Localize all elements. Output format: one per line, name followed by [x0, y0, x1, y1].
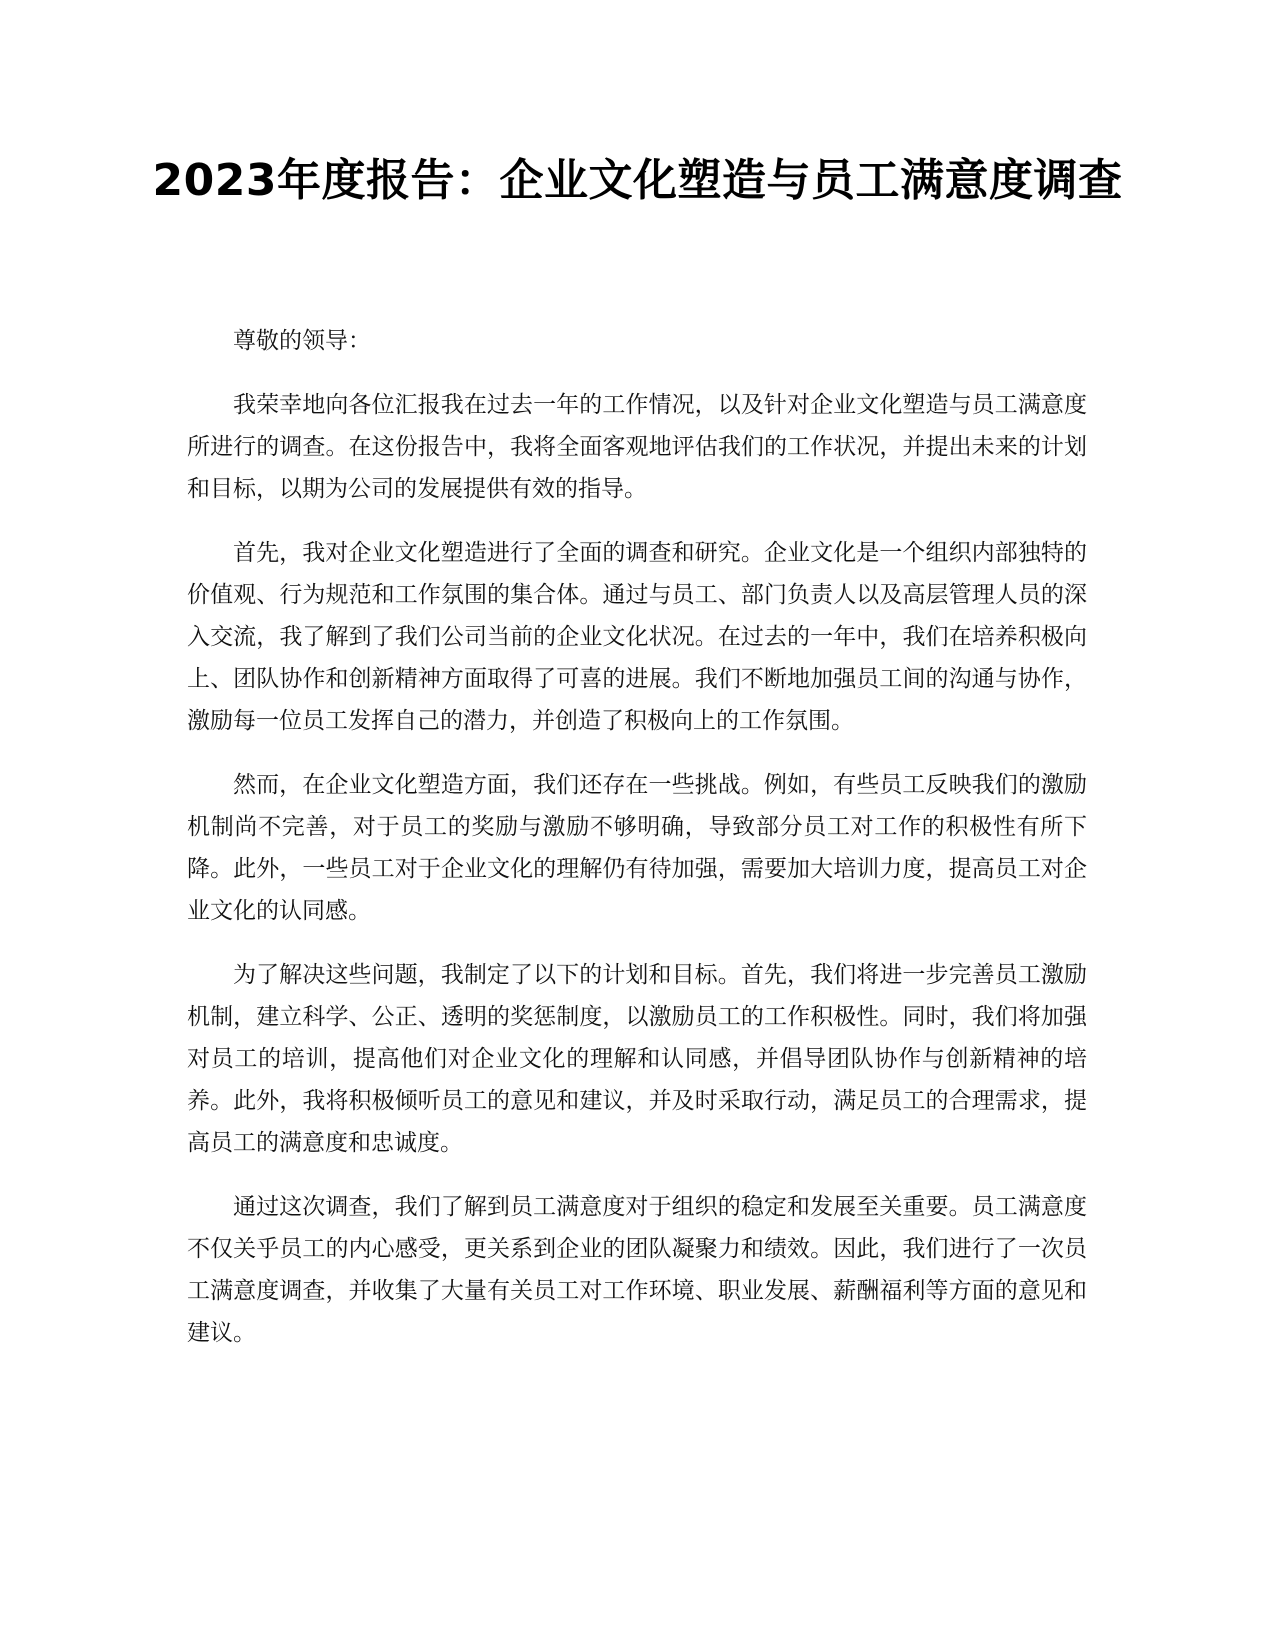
paragraph-culture-survey: 首先，我对企业文化塑造进行了全面的调查和研究。企业文化是一个组织内部独特的价值观、行为规范和工作氛围的集合体。通过与员工、部门负责人以及高层管理人员的深入交流，我了解到了我们公司当前的企业文化状况。在过去的一年中，我们在培养积极向上、团队协作和创新精神方面取得了可喜的进展。我们不断地加强员工间的沟通与协作，激励每一位员工发挥自己的潜力，并创造了积极向上的工作氛围。 [187, 540, 1087, 734]
paragraph-satisfaction-survey: 通过这次调查，我们了解到员工满意度对于组织的稳定和发展至关重要。员工满意度不仅关乎员工的内心感受，更关系到企业的团队凝聚力和绩效。因此，我们进行了一次员工满意度调查，并收集了大量有关员工对工作环境、职业发展、薪酬福利等方面的意见和建议。 [187, 1194, 1087, 1346]
salutation: 尊敬的领导： [233, 328, 371, 354]
document-body [187, 320, 1087, 1376]
document-title: 2023年度报告：企业文化塑造与员工满意度调查 [152, 155, 1123, 206]
paragraph-plans: 为了解决这些问题，我制定了以下的计划和目标。首先，我们将进一步完善员工激励机制，建立科学、公正、透明的奖惩制度，以激励员工的工作积极性。同时，我们将加强对员工的培训，提高他们对企业文化的理解和认同感，并倡导团队协作与创新精神的培养。此外，我将积极倾听员工的意见和建议，并及时采取行动，满足员工的合理需求，提高员工的满意度和忠诚度。 [187, 962, 1087, 1156]
paragraph-intro: 我荣幸地向各位汇报我在过去一年的工作情况，以及针对企业文化塑造与员工满意度所进行的调查。在这份报告中，我将全面客观地评估我们的工作状况，并提出未来的计划和目标，以期为公司的发展提供有效的指导。 [187, 392, 1087, 502]
paragraph-challenges: 然而，在企业文化塑造方面，我们还存在一些挑战。例如，有些员工反映我们的激励机制尚不完善，对于员工的奖励与激励不够明确，导致部分员工对工作的积极性有所下降。此外，一些员工对于企业文化的理解仍有待加强，需要加大培训力度，提高员工对企业文化的认同感。 [187, 772, 1087, 924]
